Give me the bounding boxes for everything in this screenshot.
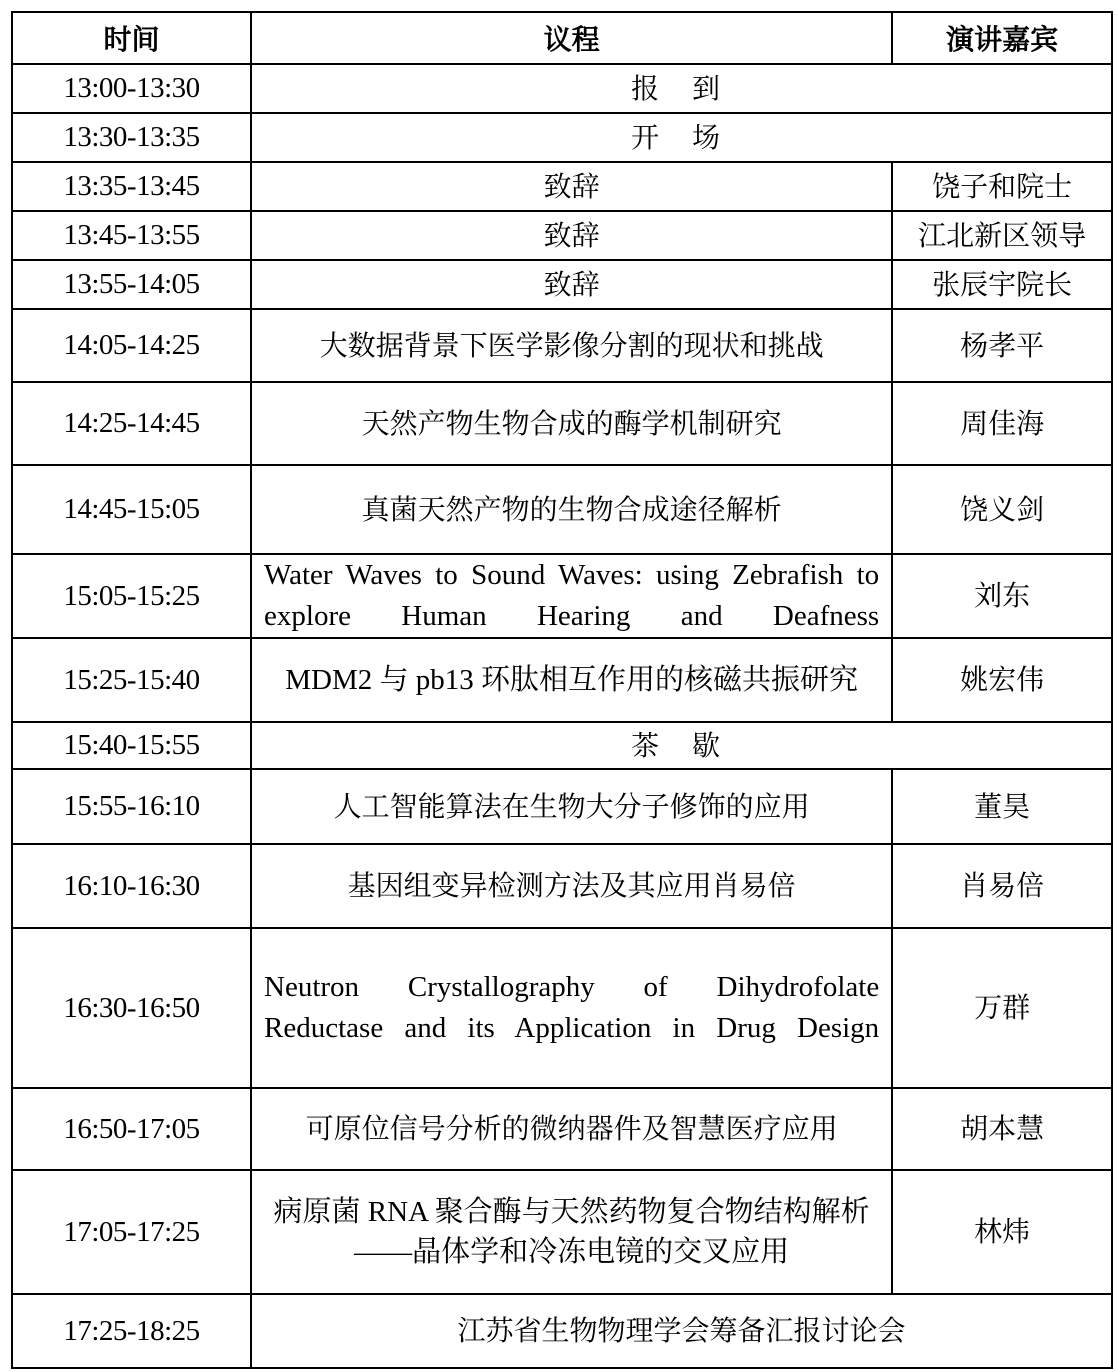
row-time: 17:25-18:25 (12, 1294, 251, 1368)
row-speaker: 姚宏伟 (892, 638, 1112, 722)
row-time: 13:35-13:45 (12, 162, 251, 211)
row-speaker: 周佳海 (892, 382, 1112, 465)
table-row (12, 64, 1112, 113)
row-speaker: 张辰宇院长 (892, 260, 1112, 309)
row-speaker: 胡本慧 (892, 1088, 1112, 1170)
table-row (12, 113, 1112, 162)
row-topic: MDM2 与 pb13 环肽相互作用的核磁共振研究 (251, 638, 892, 722)
row-topic: Water Waves to Sound Waves: using Zebrafish to explore Human Hearing and Deafness (251, 554, 892, 638)
row-time: 15:40-15:55 (12, 722, 251, 769)
row-time: 14:05-14:25 (12, 309, 251, 382)
row-topic: 报 到 (251, 64, 1112, 113)
row-topic: 真菌天然产物的生物合成途径解析 (251, 465, 892, 554)
row-topic: 致辞 (251, 162, 892, 211)
header-topic: 议程 (251, 12, 892, 64)
row-time: 15:55-16:10 (12, 769, 251, 844)
table-row (12, 638, 1112, 722)
row-topic: 致辞 (251, 211, 892, 260)
table-row (12, 382, 1112, 465)
row-speaker: 刘东 (892, 554, 1112, 638)
row-topic: 天然产物生物合成的酶学机制研究 (251, 382, 892, 465)
row-time: 16:50-17:05 (12, 1088, 251, 1170)
table-row (12, 1294, 1112, 1368)
table-row (12, 844, 1112, 928)
table-row (12, 465, 1112, 554)
row-topic: 人工智能算法在生物大分子修饰的应用 (251, 769, 892, 844)
row-speaker: 林炜 (892, 1170, 1112, 1294)
table-row (12, 260, 1112, 309)
row-time: 13:45-13:55 (12, 211, 251, 260)
row-time: 13:30-13:35 (12, 113, 251, 162)
row-topic: 致辞 (251, 260, 892, 309)
row-topic: 病原菌 RNA 聚合酶与天然药物复合物结构解析——晶体学和冷冻电镜的交叉应用 (251, 1170, 892, 1294)
row-topic: Neutron Crystallography of Dihydrofolate Reductase and its Application in Drug Design (251, 928, 892, 1088)
header-speaker: 演讲嘉宾 (892, 12, 1112, 64)
row-speaker: 饶子和院士 (892, 162, 1112, 211)
row-time: 16:10-16:30 (12, 844, 251, 928)
row-topic: 可原位信号分析的微纳器件及智慧医疗应用 (251, 1088, 892, 1170)
row-time: 13:00-13:30 (12, 64, 251, 113)
table-row (12, 309, 1112, 382)
table-row (12, 769, 1112, 844)
table-row (12, 554, 1112, 638)
row-speaker: 董昊 (892, 769, 1112, 844)
row-time: 14:45-15:05 (12, 465, 251, 554)
row-speaker: 肖易倍 (892, 844, 1112, 928)
row-speaker: 万群 (892, 928, 1112, 1088)
row-time: 14:25-14:45 (12, 382, 251, 465)
header-row (12, 12, 1112, 64)
table-row (12, 211, 1112, 260)
table-row (12, 1088, 1112, 1170)
table-row (12, 928, 1112, 1088)
table-row (12, 1170, 1112, 1294)
row-speaker: 江北新区领导 (892, 211, 1112, 260)
table-row (12, 162, 1112, 211)
header-time: 时间 (12, 12, 251, 64)
table-row (12, 722, 1112, 769)
row-time: 15:25-15:40 (12, 638, 251, 722)
row-topic: 开 场 (251, 113, 1112, 162)
row-time: 17:05-17:25 (12, 1170, 251, 1294)
agenda-table (11, 11, 1113, 1369)
row-topic: 大数据背景下医学影像分割的现状和挑战 (251, 309, 892, 382)
row-topic: 江苏省生物物理学会筹备汇报讨论会 (251, 1294, 1112, 1368)
row-time: 16:30-16:50 (12, 928, 251, 1088)
row-time: 13:55-14:05 (12, 260, 251, 309)
row-speaker: 杨孝平 (892, 309, 1112, 382)
row-time: 15:05-15:25 (12, 554, 251, 638)
row-topic: 茶 歇 (251, 722, 1112, 769)
row-speaker: 饶义剑 (892, 465, 1112, 554)
row-topic: 基因组变异检测方法及其应用肖易倍 (251, 844, 892, 928)
